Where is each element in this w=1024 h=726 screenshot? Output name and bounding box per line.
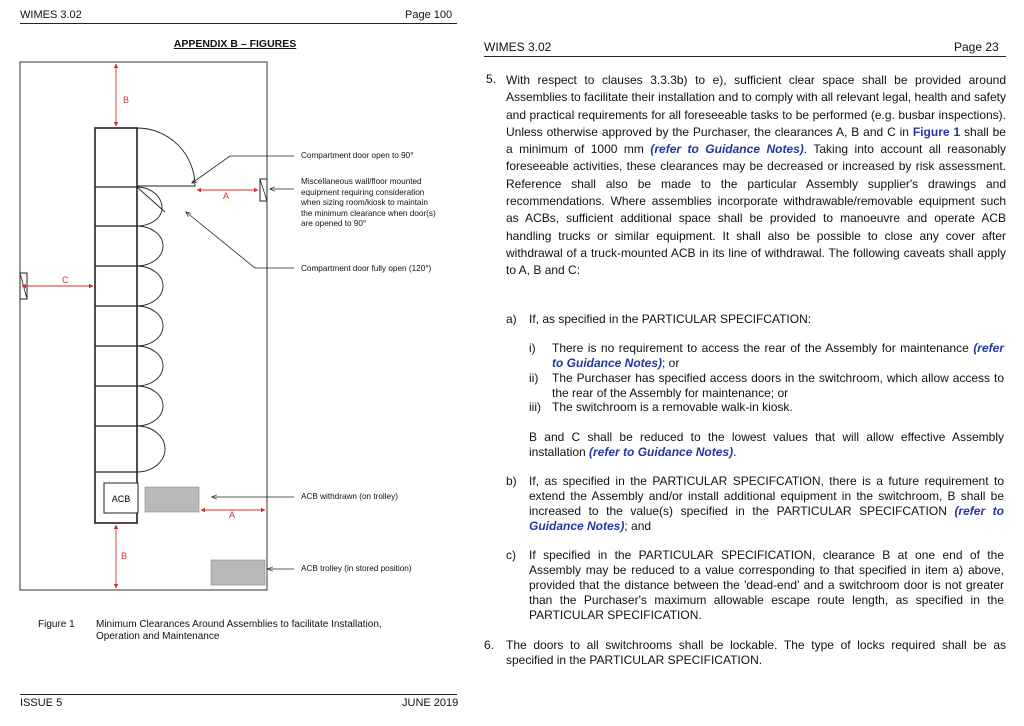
item-ii-text: The Purchaser has specified access doors in the switchroom, which allow access to the rear of the Assembly for maintenance; or — [552, 371, 1004, 400]
clause-5-part1: With respect to clauses 3.3.3b) to e), sufficient clear space shall be provided around Assemblies to facilitate their installation and to comply with all relevant legal, health and safety and practical requirements for all foreseeable tasks to be performed (e.g. busbar inspections). Unless otherwise approved by the Purchaser, the clearances A, B and C in — [506, 73, 1006, 139]
bc-body: B and C shall be reduced to the lowest values that will allow effective Assembly installation — [529, 430, 1004, 459]
dim-b-bottom: B — [121, 551, 128, 561]
appendix-heading: APPENDIX B – FIGURES — [173, 38, 297, 50]
acb-withdrawn-trolley — [145, 487, 199, 512]
item-i-text — [552, 341, 1004, 371]
figure-caption-text: Minimum Clearances Around Assemblies to facilitate Installation, Operation and Maintenance — [96, 619, 382, 642]
bc-tail: . — [733, 445, 737, 459]
acb-stored-trolley — [211, 560, 265, 585]
label-misc-equipment — [301, 177, 436, 230]
clearance-figure — [0, 0, 470, 610]
label-door-90: Compartment door open to 90° — [301, 151, 414, 160]
item-a-number: a) — [506, 312, 517, 326]
label-misc-line: are opened to 90° — [301, 219, 367, 229]
label-misc-line: equipment requiring consideration — [301, 187, 425, 197]
label-misc-line: the minimum clearance when door(s) — [301, 208, 436, 218]
clause-5-part3: . Taking into account all reasonably foreseeable activities, these clearances may be decreased or increased by risk assessment. Reference shall also be made to the particular Assembly supplier's drawings and recommendations. Where assemblies incorporate withdrawable/removable equipment such as ACBs, sufficient additional space shall be provided to manoeuvre and operate ACB handling trucks or similar equipment. It shall also be possible to close any cover after withdrawal of a truck-mounted ACB in its line of withdrawal. The following caveats shall apply to A, B and C: — [506, 142, 1007, 278]
guidance-notes-link[interactable]: (refer to Guidance Notes) — [552, 341, 1004, 370]
dim-a-top: A — [223, 191, 230, 201]
label-acb-withdrawn: ACB withdrawn (on trolley) — [301, 492, 398, 501]
clause-6-number: 6. — [484, 638, 495, 652]
guidance-notes-link[interactable]: (refer to Guidance Notes) — [589, 445, 734, 459]
right-header-title: WIMES 3.02 — [484, 40, 552, 54]
figure-caption-number: Figure 1 — [38, 619, 75, 630]
dim-a-bottom: A — [229, 510, 236, 520]
leader-lines — [186, 156, 294, 569]
item-c-number: c) — [506, 548, 516, 562]
item-b-text — [529, 474, 1004, 534]
clause-5-number: 5. — [486, 72, 497, 86]
guidance-notes-link[interactable]: (refer to Guidance Notes) — [529, 504, 1004, 533]
item-iii-number: iii) — [529, 400, 541, 414]
right-page — [472, 0, 1024, 726]
left-header-page: Page 100 — [405, 9, 453, 21]
left-footer-issue: ISSUE 5 — [20, 697, 63, 709]
item-i-body: There is no requirement to access the rear of the Assembly for maintenance — [552, 341, 969, 355]
compartment-door-arcs — [137, 128, 195, 472]
item-b-body: If, as specified in the PARTICULAR SPECIFCATION, there is a future requirement to extend the Assembly and/or install additional equipment in the switchroom, B shall be increased to the value(s) specified in the PARTICULAR SPECIFCATION — [529, 474, 1004, 518]
label-misc-line: Miscellaneous wall/floor mounted — [301, 177, 422, 186]
label-door-120: Compartment door fully open (120°) — [301, 264, 432, 273]
clause-5-part2: shall be a minimum of 1000 mm — [506, 124, 1006, 157]
clause-5-text — [506, 72, 1006, 280]
clause-6-text: The doors to all switchrooms shall be lockable. The type of locks required shall be as specified in the PARTICULAR SPECIFICATION. — [506, 638, 1006, 667]
item-i-number: i) — [529, 341, 536, 355]
figure-1-link[interactable]: Figure 1 — [912, 124, 961, 139]
compartment-lines — [95, 187, 137, 472]
right-header-rule — [484, 56, 1006, 57]
bc-reduction-text — [529, 430, 1004, 460]
item-c-text: If specified in the PARTICULAR SPECIFICATION, clearance B at one end of the Assembly may be reduced to a value corresponding to that specified in item a) above, provided that the distance between the 'dead-end' and a switchroom door is not greater than the Purchaser's maximum allowable escape route length, as specified in the PARTICULAR SPECIFICATION. — [529, 548, 1004, 622]
item-a-text: If, as specified in the PARTICULAR SPECIFCATION: — [529, 312, 812, 326]
label-misc-line: when sizing room/kiosk to maintain — [301, 198, 428, 208]
left-page — [0, 0, 470, 726]
left-header-title: WIMES 3.02 — [20, 9, 82, 21]
item-b-tail: ; and — [624, 519, 652, 533]
item-iii-text: The switchroom is a removable walk-in kiosk. — [552, 400, 793, 414]
dim-c: C — [62, 275, 69, 285]
item-b-number: b) — [506, 474, 517, 488]
dim-b-top: B — [123, 95, 130, 105]
right-header-page: Page 23 — [954, 40, 999, 54]
left-footer-date: JUNE 2019 — [402, 697, 459, 709]
item-i-tail: ; or — [662, 356, 680, 370]
item-ii-number: ii) — [529, 371, 539, 385]
acb-box-label: ACB — [111, 494, 131, 504]
guidance-notes-link[interactable]: (refer to Guidance Notes) — [650, 142, 804, 157]
left-footer-rule — [20, 694, 457, 695]
label-acb-trolley: ACB trolley (in stored position) — [301, 564, 412, 573]
